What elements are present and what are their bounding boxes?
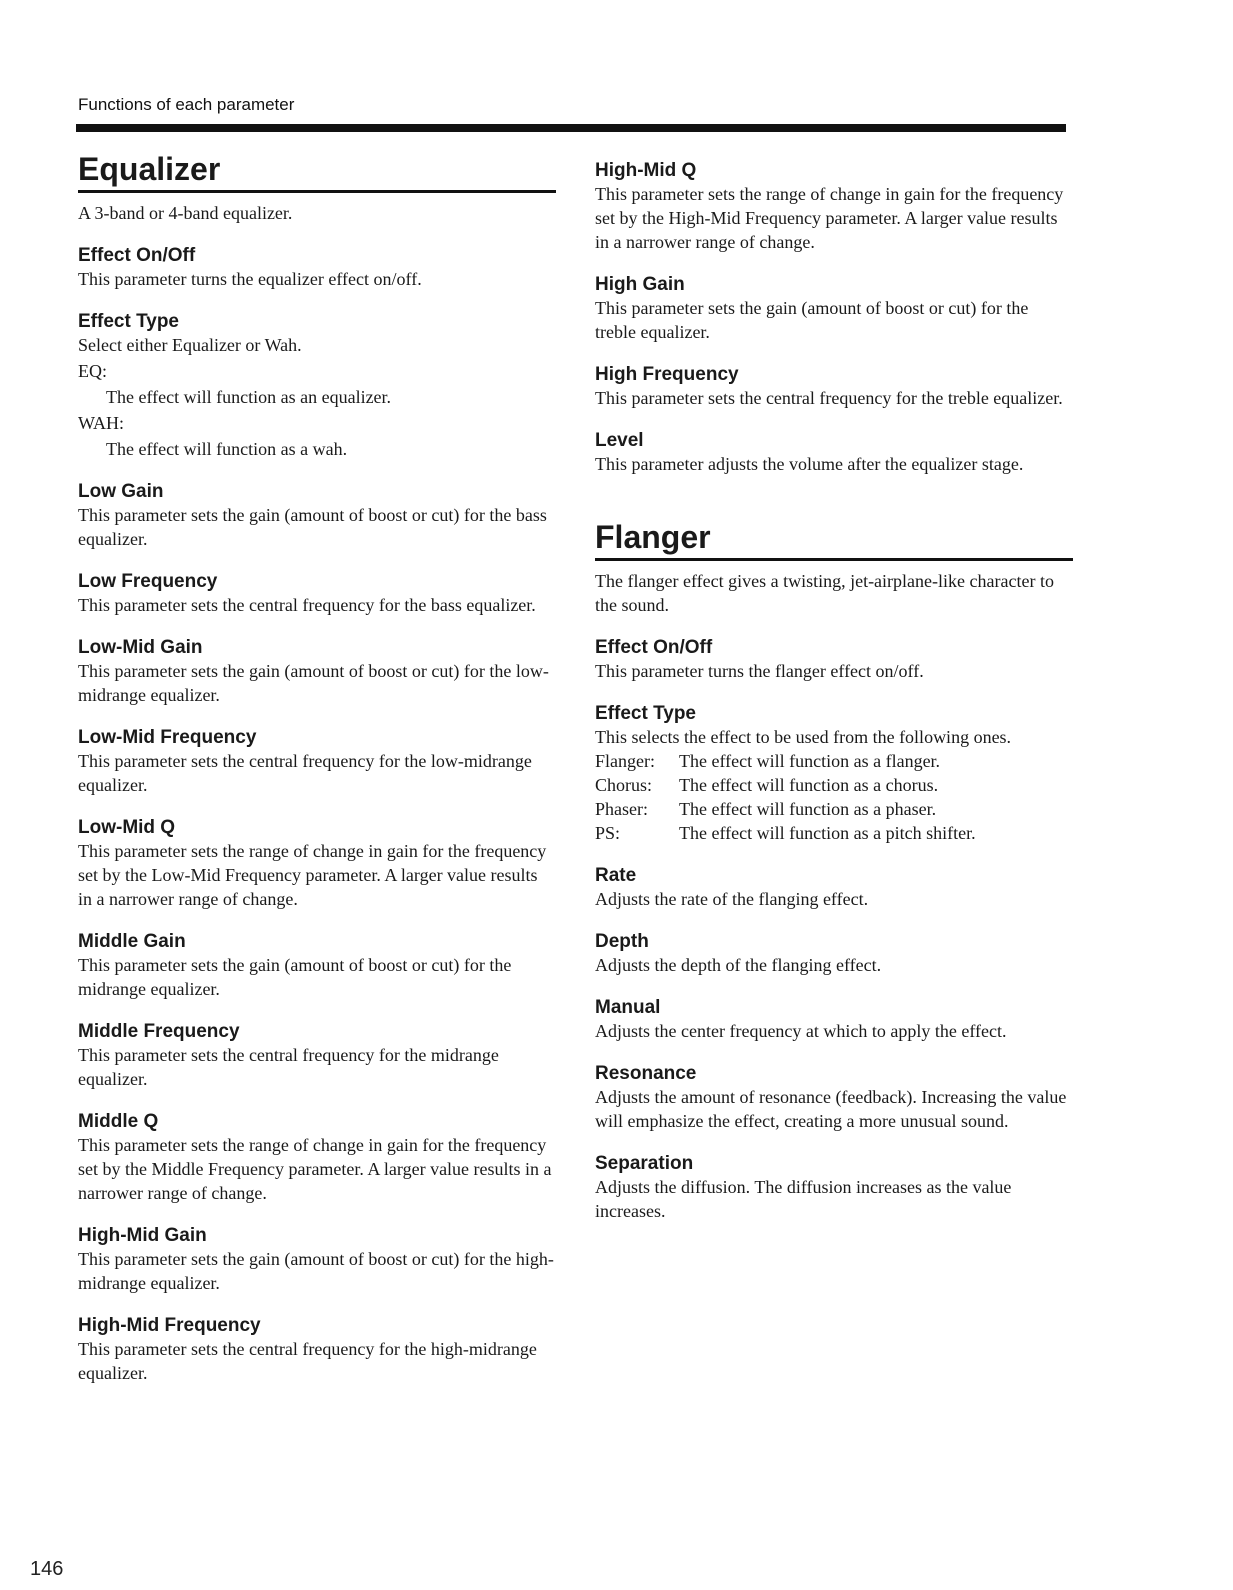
param-name: Middle Frequency xyxy=(78,1021,240,1043)
param-desc: Adjusts the rate of the flanging effect. xyxy=(595,889,869,910)
param-depth xyxy=(595,931,1073,977)
param-high-gain xyxy=(595,274,1073,344)
param-low-mid-q xyxy=(78,817,556,911)
right-column xyxy=(595,150,1073,1223)
header-rule xyxy=(76,124,1066,132)
param-desc: This parameter sets the gain (amount of boost or cut) for the midrange equalizer. xyxy=(78,955,512,1000)
param-name: Low-Mid Frequency xyxy=(78,727,257,749)
param-name: Low-Mid Q xyxy=(78,817,176,839)
param-name: Low-Mid Gain xyxy=(78,637,203,659)
param-desc: Adjusts the center frequency at which to apply the effect. xyxy=(595,1021,1007,1042)
param-high-frequency xyxy=(595,364,1073,410)
param-desc: This parameter sets the central frequency for the midrange equalizer. xyxy=(78,1045,499,1090)
definition-term: PS: xyxy=(595,823,621,844)
running-header: Functions of each parameter xyxy=(78,95,295,114)
param-desc: This parameter sets the range of change in gain for the frequency set by the Middle Frequency parameter. A larger value results in a narrower range of change. xyxy=(78,1135,552,1204)
param-name: Middle Q xyxy=(78,1111,159,1133)
param-desc: Select either Equalizer or Wah. xyxy=(78,335,302,356)
param-low-mid-gain xyxy=(78,637,556,707)
param-name: Middle Gain xyxy=(78,931,186,953)
param-low-frequency xyxy=(78,571,556,617)
param-name: Low Frequency xyxy=(78,571,218,593)
equalizer-intro: A 3-band or 4-band equalizer. xyxy=(78,203,293,224)
param-high-mid-q xyxy=(595,160,1073,254)
param-fl-effect-on-off xyxy=(595,637,1073,683)
definition-desc: The effect will function as a flanger. xyxy=(679,751,941,772)
definition-row xyxy=(595,821,1073,845)
param-name: High-Mid Gain xyxy=(78,1225,207,1247)
equalizer-title: Equalizer xyxy=(78,150,556,193)
param-name: Effect Type xyxy=(78,311,180,333)
param-desc: This parameter turns the equalizer effect on/off. xyxy=(78,269,422,290)
param-name: Effect On/Off xyxy=(595,637,713,659)
option-label: WAH: xyxy=(78,413,124,434)
param-name: Resonance xyxy=(595,1063,697,1085)
definition-desc: The effect will function as a pitch shifter. xyxy=(679,823,976,844)
definition-desc: The effect will function as a chorus. xyxy=(679,775,939,796)
definition-term: Phaser: xyxy=(595,799,648,820)
param-middle-frequency xyxy=(78,1021,556,1091)
param-name: Level xyxy=(595,430,644,451)
param-desc: This selects the effect to be used from the following ones. xyxy=(595,727,1012,748)
param-high-mid-frequency xyxy=(78,1315,556,1385)
definition-desc: The effect will function as a phaser. xyxy=(679,799,937,820)
param-desc: Adjusts the depth of the flanging effect. xyxy=(595,955,882,976)
param-name: High Gain xyxy=(595,274,685,295)
param-rate xyxy=(595,865,1073,911)
param-desc: This parameter sets the gain (amount of boost or cut) for the high-midrange equalizer. xyxy=(78,1249,554,1294)
param-name: Rate xyxy=(595,865,637,887)
param-name: Separation xyxy=(595,1153,694,1175)
param-eq-effect-on-off xyxy=(78,245,556,291)
param-name: Depth xyxy=(595,931,649,953)
flanger-title: Flanger xyxy=(595,518,1073,561)
param-low-gain xyxy=(78,481,556,551)
param-middle-q xyxy=(78,1111,556,1205)
option-desc: The effect will function as an equalizer. xyxy=(106,387,392,408)
param-desc: Adjusts the diffusion. The diffusion increases as the value increases. xyxy=(595,1177,1012,1222)
option-desc: The effect will function as a wah. xyxy=(106,439,348,460)
param-desc: This parameter sets the central frequency for the bass equalizer. xyxy=(78,595,536,616)
definition-row xyxy=(595,749,1073,773)
param-name: Effect Type xyxy=(595,703,697,725)
param-fl-effect-type xyxy=(595,703,1073,845)
param-separation xyxy=(595,1153,1073,1223)
param-name: High-Mid Q xyxy=(595,160,697,181)
param-desc: This parameter sets the range of change in gain for the frequency set by the High-Mid Frequency parameter. A larger value results in a narrower range of change. xyxy=(595,184,1064,252)
left-column xyxy=(78,150,556,1385)
option-label: EQ: xyxy=(78,361,107,382)
param-resonance xyxy=(595,1063,1073,1133)
param-desc: Adjusts the amount of resonance (feedback). Increasing the value will emphasize the effect, creating a more unusual sound. xyxy=(595,1087,1067,1132)
definition-row xyxy=(595,773,1073,797)
param-eq-effect-type xyxy=(78,311,556,461)
definition-term: Chorus: xyxy=(595,775,653,796)
definition-row xyxy=(595,797,1073,821)
param-desc: This parameter sets the gain (amount of boost or cut) for the low-midrange equalizer. xyxy=(78,661,549,706)
param-middle-gain xyxy=(78,931,556,1001)
param-name: Manual xyxy=(595,997,661,1019)
param-low-mid-frequency xyxy=(78,727,556,797)
param-desc: This parameter sets the gain (amount of boost or cut) for the bass equalizer. xyxy=(78,505,547,550)
param-name: High Frequency xyxy=(595,364,739,385)
param-manual xyxy=(595,997,1073,1043)
definition-term: Flanger: xyxy=(595,751,655,772)
param-name: Low Gain xyxy=(78,481,164,503)
param-desc: This parameter turns the flanger effect on/off. xyxy=(595,661,924,682)
param-desc: This parameter sets the gain (amount of boost or cut) for the treble equalizer. xyxy=(595,298,1029,342)
param-high-mid-gain xyxy=(78,1225,556,1295)
param-desc: This parameter sets the central frequency for the treble equalizer. xyxy=(595,388,1063,408)
param-desc: This parameter adjusts the volume after the equalizer stage. xyxy=(595,454,1024,474)
flanger-intro: The flanger effect gives a twisting, jet-airplane-like character to the sound. xyxy=(595,571,1054,616)
param-desc: This parameter sets the central frequency for the high-midrange equalizer. xyxy=(78,1339,537,1384)
param-level xyxy=(595,430,1073,476)
param-name: High-Mid Frequency xyxy=(78,1315,261,1337)
param-desc: This parameter sets the range of change in gain for the frequency set by the Low-Mid Frequency parameter. A larger value results in a narrower range of change. xyxy=(78,841,547,910)
param-name: Effect On/Off xyxy=(78,245,196,267)
param-desc: This parameter sets the central frequency for the low-midrange equalizer. xyxy=(78,751,532,796)
flanger-section xyxy=(595,518,1073,1223)
page-number: 146 xyxy=(30,1558,64,1580)
